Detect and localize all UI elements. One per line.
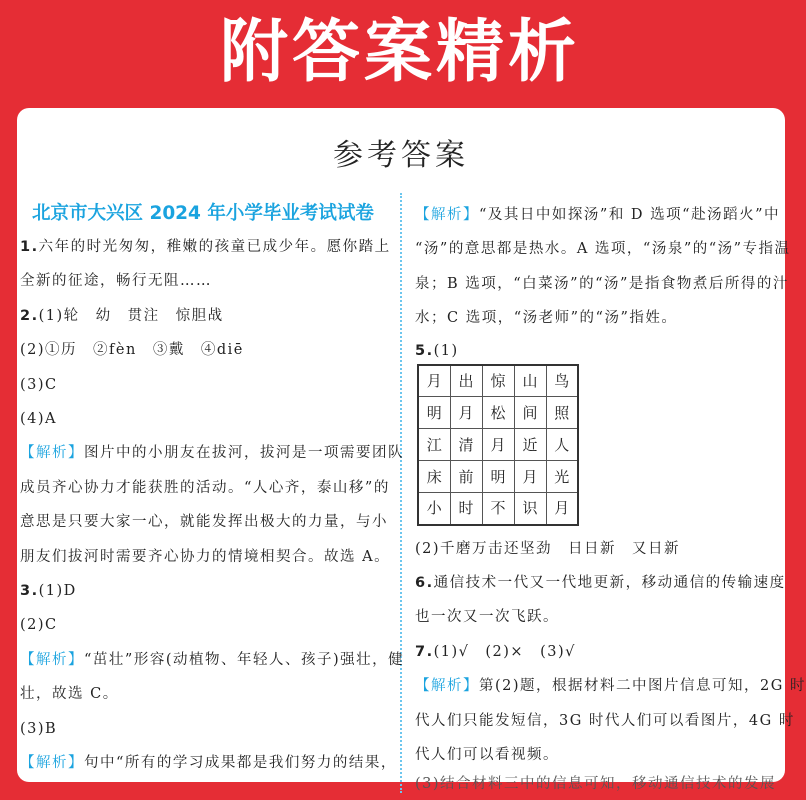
grid-cell: 识 bbox=[514, 493, 546, 525]
grid-cell: 月 bbox=[546, 493, 578, 525]
grid-cell: 床 bbox=[418, 461, 450, 493]
grid-cell: 近 bbox=[514, 429, 546, 461]
text: 成员齐心协力才能获胜的活动。“人心齐，泰山移”的 bbox=[20, 479, 390, 496]
text: (1)轮 幼 贯注 惊胆战 bbox=[38, 307, 224, 324]
grid-cell: 惊 bbox=[482, 365, 514, 397]
grid-cell: 月 bbox=[514, 461, 546, 493]
left-column bbox=[20, 198, 405, 781]
analysis-tag: 【解析】 bbox=[415, 207, 479, 223]
text: 六年的时光匆匆，稚嫩的孩童已成少年。愿你踏上 bbox=[38, 239, 391, 255]
q1 bbox=[20, 230, 392, 264]
grid-cell: 出 bbox=[450, 365, 482, 397]
grid-cell: 月 bbox=[482, 429, 514, 461]
grid-row bbox=[418, 493, 578, 525]
exam-title: 北京市大兴区 2024 年小学毕业考试试卷 bbox=[32, 203, 374, 224]
truncated-text: (3)结合材料三中的信息可知，移动通信技术的发展 bbox=[415, 776, 777, 793]
grid-row bbox=[418, 397, 578, 429]
analysis-tag: 【解析】 bbox=[20, 651, 84, 668]
text: “茁壮”形容(动植物、年轻人、孩子)强壮，健 bbox=[84, 651, 405, 668]
text: 通信技术一代又一代地更新，移动通信的传输速度 bbox=[433, 575, 786, 592]
text: (1)√ (2)× (3)√ bbox=[433, 643, 576, 660]
grid-cell: 前 bbox=[450, 461, 482, 493]
text: (3)B bbox=[20, 720, 58, 737]
q-number: 1. bbox=[20, 239, 39, 255]
grid-cell: 明 bbox=[418, 397, 450, 429]
text: (2)①历 ②fèn ③戴 ④diē bbox=[20, 342, 244, 359]
grid-cell: 人 bbox=[546, 429, 578, 461]
grid-cell: 清 bbox=[450, 429, 482, 461]
column-divider bbox=[400, 193, 402, 793]
grid-cell: 山 bbox=[514, 365, 546, 397]
text: (1) bbox=[433, 342, 459, 359]
grid-cell: 江 bbox=[418, 429, 450, 461]
q2 bbox=[20, 299, 392, 333]
text: 代人们可以看视频。 bbox=[415, 747, 559, 764]
text: 意思是只要大家一心，就能发挥出极大的力量，与小 bbox=[20, 514, 388, 531]
q-number: 5. bbox=[415, 342, 434, 359]
grid-cell: 月 bbox=[418, 365, 450, 397]
text: 壮，故选 C。 bbox=[20, 686, 119, 703]
grid-cell: 松 bbox=[482, 397, 514, 429]
q-number: 3. bbox=[20, 583, 39, 600]
text: 泉；B 选项，“白菜汤”的“汤”是指食物煮后所得的汁 bbox=[415, 275, 789, 292]
text: 水；C 选项，“汤老师”的“汤”指姓。 bbox=[415, 310, 678, 327]
text: 朋友们拔河时需要齐心协力的情境相契合。故选 A。 bbox=[20, 548, 391, 565]
q-number: 2. bbox=[20, 307, 39, 324]
text: 全新的征途，畅行无阻…… bbox=[20, 273, 212, 290]
text: 代人们只能发短信，3G 时代人们可以看图片，4G 时 bbox=[415, 712, 795, 729]
page-title: 参考答案 bbox=[333, 138, 469, 173]
text: 图片中的小朋友在拔河，拔河是一项需要团队 bbox=[84, 445, 404, 462]
grid-row bbox=[418, 365, 578, 397]
text: 句中“所有的学习成果都是我们努力的结果， bbox=[84, 755, 397, 772]
text: (2)千磨万击还坚劲 日日新 又日新 bbox=[415, 540, 681, 557]
grid-row bbox=[418, 429, 578, 461]
text: 也一次又一次飞跃。 bbox=[415, 609, 559, 626]
grid-cell: 小 bbox=[418, 493, 450, 525]
grid-cell: 不 bbox=[482, 493, 514, 525]
grid-cell: 时 bbox=[450, 493, 482, 525]
grid-cell: 鸟 bbox=[546, 365, 578, 397]
text: “及其日中如探汤”和 D 选项“赴汤蹈火”中 bbox=[479, 207, 780, 223]
poem-grid bbox=[417, 364, 579, 526]
grid-cell: 光 bbox=[546, 461, 578, 493]
banner-title: 附答案精析 bbox=[219, 13, 580, 92]
grid-cell: 间 bbox=[514, 397, 546, 429]
text: (2)C bbox=[20, 617, 58, 634]
text: (1)D bbox=[38, 583, 77, 600]
text: “汤”的意思都是热水。A 选项，“汤泉”的“汤”专指温 bbox=[415, 241, 791, 258]
grid-cell: 明 bbox=[482, 461, 514, 493]
analysis-tag: 【解析】 bbox=[20, 445, 84, 462]
q-number: 7. bbox=[415, 643, 434, 660]
q-number: 6. bbox=[415, 575, 434, 592]
grid-row bbox=[418, 461, 578, 493]
analysis-tag: 【解析】 bbox=[415, 678, 479, 695]
text: (3)C bbox=[20, 376, 58, 393]
grid-cell: 照 bbox=[546, 397, 578, 429]
grid-cell: 月 bbox=[450, 397, 482, 429]
right-column bbox=[415, 198, 806, 793]
analysis-tag: 【解析】 bbox=[20, 755, 84, 772]
text: 第(2)题，根据材料二中图片信息可知，2G 时 bbox=[479, 678, 806, 695]
text: (4)A bbox=[20, 411, 58, 428]
answer-card bbox=[17, 108, 806, 793]
